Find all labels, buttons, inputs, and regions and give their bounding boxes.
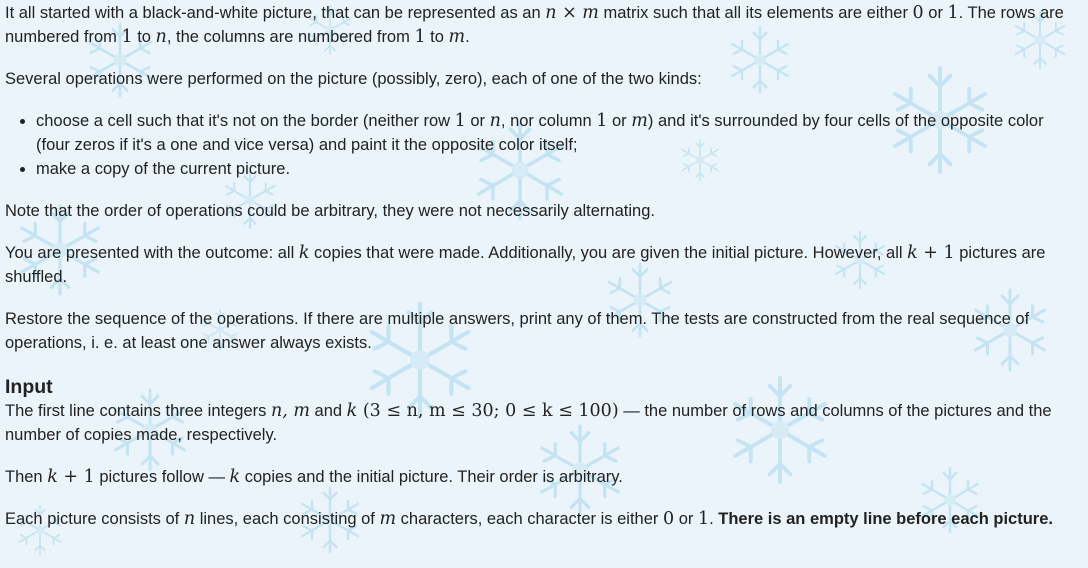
text: or (465, 112, 490, 130)
text: or (923, 4, 948, 22)
text: pictures follow — (94, 468, 230, 486)
math-n: n (155, 27, 167, 47)
text: . (709, 510, 719, 528)
operations-intro: Several operations were performed on the picture (possibly, zero), each of one of the two kinds: (5, 70, 702, 88)
math-plus-one: + 1 (917, 243, 955, 263)
text: to (425, 28, 449, 46)
math-m: m (379, 509, 397, 529)
math-one: 1 (121, 27, 133, 47)
text: Each picture consists of (5, 510, 184, 528)
text: copies and the initial picture. Their order is arbitrary. (240, 468, 623, 486)
math-n: n (545, 3, 557, 23)
math-one: 1 (947, 3, 959, 23)
text: or (607, 112, 632, 130)
text: It all started with a black-and-white picture, that can be represented as an (5, 4, 546, 22)
math-zero: 0 (912, 3, 924, 23)
input-heading: Input (5, 376, 53, 398)
text: , the columns are numbered from (166, 28, 415, 46)
math-k: k (47, 467, 58, 487)
text: copies that were made. Additionally, you are given the initial picture. However, all (309, 244, 908, 262)
picture-format (5, 507, 1082, 531)
text: Then (5, 468, 48, 486)
math-one: 1 (414, 27, 426, 47)
math-k: k (298, 243, 310, 263)
math-one: 1 (697, 509, 710, 529)
text: and (309, 402, 347, 420)
text: pictures are shuffled. (5, 244, 1046, 286)
text: , nor column (500, 112, 597, 130)
math-m: m (631, 111, 648, 131)
math-n-m: n, m (270, 401, 310, 421)
text: The first line contains three integers (5, 402, 271, 420)
text: to (132, 28, 156, 46)
math-one: 1 (454, 111, 466, 131)
text: — the number of rows and columns of the pictures and the number of copies made, respectively. (5, 402, 1052, 444)
math-n: n (489, 111, 501, 131)
restore-paragraph: Restore the sequence of the operations. If there are multiple answers, print any of them. The tests are constructed from the real sequence of operations, i. e. at least one answer always exists. (5, 310, 1030, 352)
math-m: m (582, 3, 599, 23)
math-constraint: (3 ≤ n, m ≤ 30; 0 ≤ k ≤ 100) (357, 401, 619, 421)
math-one: 1 (596, 111, 608, 131)
math-plus-one: + 1 (57, 467, 95, 487)
text: choose a cell such that it's not on the border (neither row (36, 112, 455, 130)
text: You are presented with the outcome: all (5, 244, 299, 262)
outcome-paragraph (5, 241, 1082, 289)
list-item: • make a copy of the current picture. (36, 157, 1082, 181)
order-note: Note that the order of operations could be arbitrary, they were not necessarily alternating. (5, 202, 655, 220)
bold-note: There is an empty line before each picture. (718, 510, 1053, 528)
list-item (36, 109, 1082, 157)
text: ) and it's surrounded by four cells of the opposite color (four zeros if it's a one and vice versa) and paint it the opposite color itself; (36, 112, 1044, 154)
pictures-follow (5, 465, 1082, 489)
text: or (674, 510, 698, 528)
text: matrix such that all its elements are either (598, 4, 913, 22)
text: . The rows are numbered from (5, 4, 1064, 46)
operations-list (5, 109, 1082, 181)
input-first-line (5, 399, 1082, 447)
math-m: m (448, 27, 466, 47)
text: . (465, 28, 470, 46)
math-zero: 0 (662, 509, 675, 529)
text: lines, each consisting of (195, 510, 380, 528)
text: characters, each character is either (396, 510, 663, 528)
math-n: n (183, 509, 196, 529)
math-k: k (346, 401, 358, 421)
math-k: k (229, 467, 241, 487)
math-times: × (556, 3, 583, 23)
intro-paragraph (5, 1, 1082, 49)
math-k: k (907, 243, 918, 263)
